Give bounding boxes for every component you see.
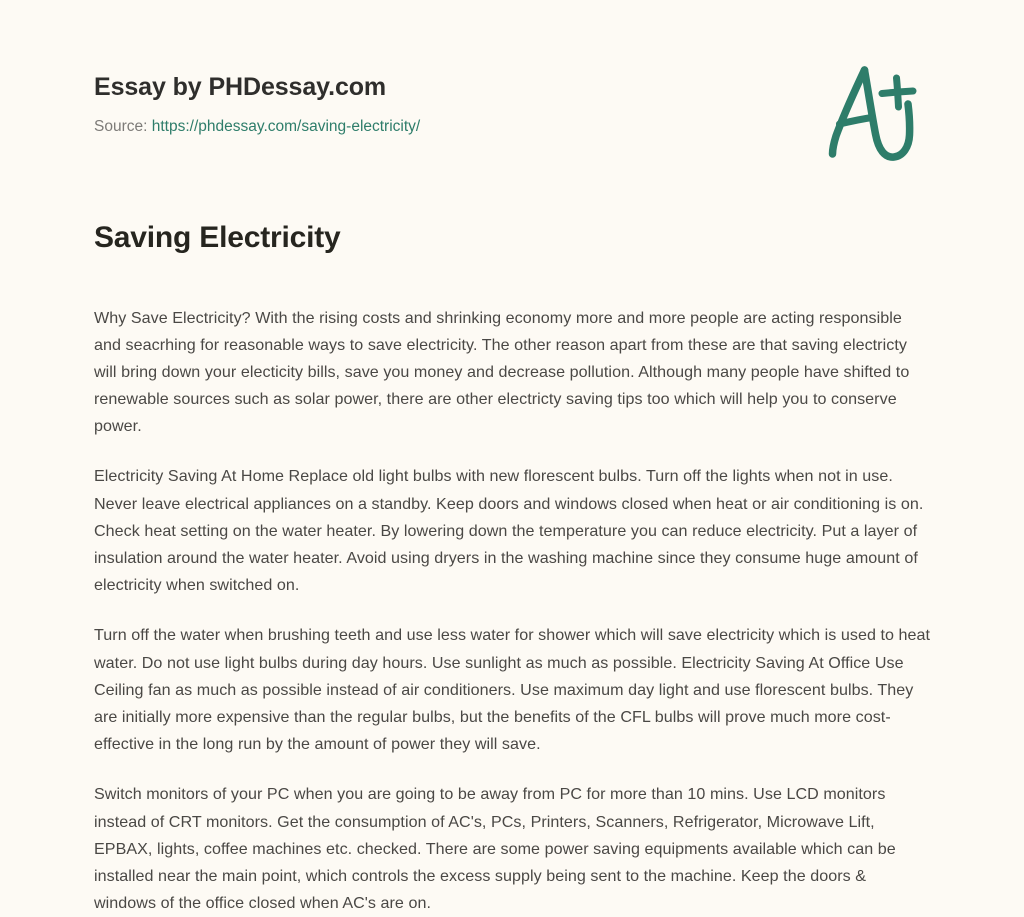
source-url-link[interactable]: https://phdessay.com/saving-electricity/ bbox=[152, 118, 421, 135]
article-paragraph: Turn off the water when brushing teeth and use less water for shower which will save electricity which is used to heat water. Do not use light bulbs during day hours. Use sunlight as much as possible. Electricity Saving At Office Use Ceiling fan as much as possible instead of air conditioners. Use maximum day light and use florescent bulbs. They are initially more expensive than the regular bulbs, but the benefits of the CFL bulbs will prove much more cost-effective in the long run by the amount of power they will save. bbox=[94, 622, 932, 758]
article-paragraph: Why Save Electricity? With the rising costs and shrinking economy more and more people are acting responsible and seacrhing for reasonable ways to save electricity. The other reason apart from these are that saving electricty will bring down your electicity bills, save you money and decrease pollution. Although many people have shifted to renewable sources such as solar power, there are other electricty saving tips too which will help you to conserve power. bbox=[94, 305, 932, 441]
brand-block bbox=[94, 72, 714, 137]
page-header bbox=[0, 0, 1024, 200]
brand-title: Essay by PHDessay.com bbox=[94, 72, 714, 102]
page-title: Saving Electricity bbox=[94, 219, 932, 257]
article-paragraph: Electricity Saving At Home Replace old light bulbs with new florescent bulbs. Turn off the lights when not in use. Never leave electrical appliances on a standby. Keep doors and windows closed when heat or air conditioning is on. Check heat setting on the water heater. By lowering down the temperature you can reduce electricity. Put a layer of insulation around the water heater. Avoid using dryers in the washing machine since they consume huge amount of electricity when switched on. bbox=[94, 463, 932, 599]
source-label: Source: bbox=[94, 118, 147, 135]
aplus-logo-icon bbox=[812, 62, 932, 172]
article-paragraph: Switch monitors of your PC when you are going to be away from PC for more than 10 mins. Use LCD monitors instead of CRT monitors. Get the consumption of AC's, PCs, Printers, Scanners, Refrigerator, Microwave Lift, EPBAX, lights, coffee machines etc. checked. There are some power saving equipments available which can be installed near the main point, which controls the excess supply being sent to the machine. Keep the doors & windows of the office closed when AC's are on. bbox=[94, 781, 932, 917]
article-body bbox=[94, 305, 932, 917]
article bbox=[94, 219, 932, 917]
source-line bbox=[94, 117, 714, 137]
